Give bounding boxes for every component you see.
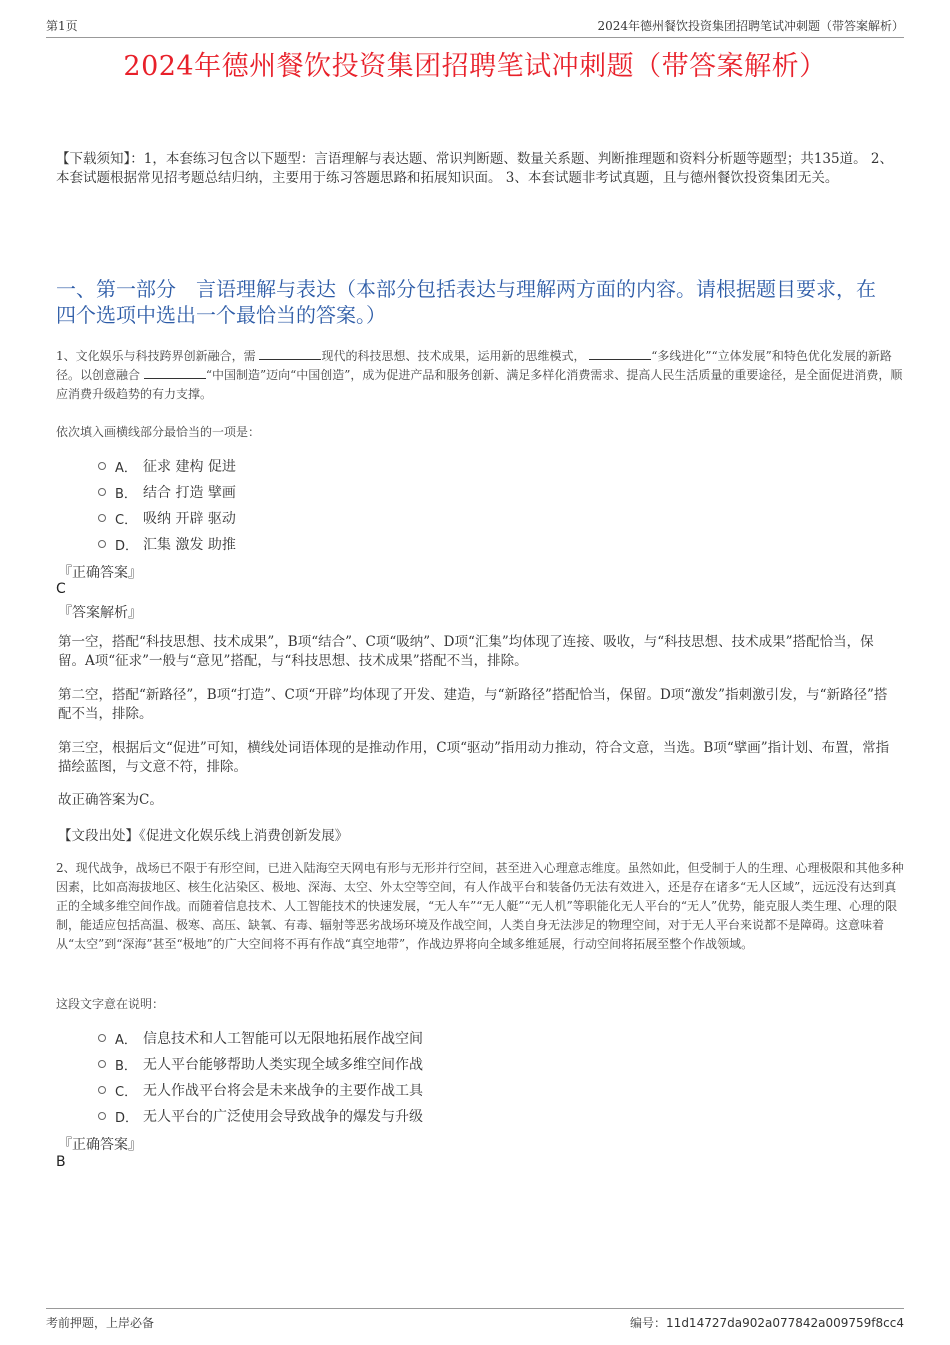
question-2-text: 2、现代战争，战场已不限于有形空间，已进入陆海空天网电有形与无形并行空间，甚至进入心理意志维度。虽然如此，但受制于人的生理、心理极限和其他多种因素，比如高海拔地区、核生化沾染区、极地、深海、太空、外太空等空间，有人作战平台和装备仍无法有效进入，还是存在诸多“无人区域”，远远没有达到真正的全域多维空间作战。而随着信息技术、人工智能技术的快速发展，“无人车”“无人艇”“无人机”等职能化无人平台的“无人”优势，能克服人类生理、心理的限制，能适应包括高温、极寒、高压、缺氧、有毒、辐射等恶劣战场环境及作战空间，人类自身无法涉足的物理空间，对于无人平台来说都不是障碍。这意味着从“太空”到“深海”甚至“极地”的广大空间将不再有作战“真空地带”，作战边界将向全域多维延展，行动空间将拓展至整个作战领域。 bbox=[56, 861, 904, 951]
radio-icon[interactable] bbox=[98, 1112, 106, 1120]
question-1-ask: 依次填入画横线部分最恰当的一项是： bbox=[56, 425, 261, 439]
text-source: 【文段出处】《促进文化娱乐线上消费创新发展》 bbox=[58, 828, 349, 844]
fill-blank bbox=[259, 348, 321, 360]
option-b[interactable]: B． 结合 打造 擘画 bbox=[98, 479, 236, 505]
correct-answer-label: 『正确答案』 bbox=[58, 1137, 142, 1153]
radio-icon[interactable] bbox=[98, 514, 106, 522]
page-footer bbox=[46, 1308, 904, 1331]
radio-icon[interactable] bbox=[98, 1034, 106, 1042]
option-c[interactable]: C． 无人作战平台将会是未来战争的主要作战工具 bbox=[98, 1077, 423, 1103]
analysis-conclusion: 故正确答案为C。 bbox=[58, 792, 163, 808]
download-notice: 【下载须知】：1，本套练习包含以下题型：言语理解与表达题、常识判断题、数量关系题、判断推理题和资料分析题等题型；共135道。 2、本套试题根据常见招考题总结归纳，主要用于练习答题思路和拓展知识面。 3、本套试题非考试真题，且与德州餐饮投资集团无关。 bbox=[56, 151, 893, 186]
option-d[interactable]: D． 无人平台的广泛使用会导致战争的爆发与升级 bbox=[98, 1103, 423, 1129]
document-code: 11d14727da902a077842a009759f8cc4 bbox=[666, 1316, 904, 1330]
radio-icon[interactable] bbox=[98, 540, 106, 548]
radio-icon[interactable] bbox=[98, 488, 106, 496]
footer-code-block: 编号：11d14727da902a077842a009759f8cc4 bbox=[630, 1316, 904, 1330]
option-a[interactable]: A． 征求 建构 促进 bbox=[98, 453, 236, 479]
document-title: 2024年德州餐饮投资集团招聘笔试冲刺题（带答案解析） bbox=[123, 51, 827, 82]
question-1-options bbox=[98, 453, 236, 557]
analysis-paragraph: 第二空，搭配“新路径”，B项“打造”、C项“开辟”均体现了开发、建造，与“新路径”搭配恰当，保留。D项“激发”指刺激引发，与“新路径”搭配不当，排除。 bbox=[58, 687, 888, 722]
radio-icon[interactable] bbox=[98, 1060, 106, 1068]
question-2-ask: 这段文字意在说明： bbox=[56, 997, 165, 1011]
correct-answer: B bbox=[56, 1154, 66, 1170]
page-header bbox=[46, 14, 904, 38]
fill-blank bbox=[589, 348, 651, 360]
analysis-paragraph: 第三空，根据后文“促进”可知，横线处词语体现的是推动作用，C项“驱动”指用动力推动，符合文意，当选。B项“擘画”指计划、布置，常指描绘蓝图，与文意不符，排除。 bbox=[58, 740, 890, 775]
option-b[interactable]: B． 无人平台能够帮助人类实现全域多维空间作战 bbox=[98, 1051, 423, 1077]
option-a[interactable]: A． 信息技术和人工智能可以无限地拓展作战空间 bbox=[98, 1025, 423, 1051]
header-doc-title: 2024年德州餐饮投资集团招聘笔试冲刺题（带答案解析） bbox=[597, 19, 904, 33]
option-c[interactable]: C． 吸纳 开辟 驱动 bbox=[98, 505, 236, 531]
analysis-label: 『答案解析』 bbox=[58, 605, 142, 621]
analysis-paragraph: 第一空，搭配“科技思想、技术成果”，B项“结合”、C项“吸纳”、D项“汇集”均体现了连接、吸收，与“科技思想、技术成果”搭配恰当，保留。A项“征求”一般与“意见”搭配，与“科技思想、技术成果”搭配不当，排除。 bbox=[58, 634, 874, 669]
radio-icon[interactable] bbox=[98, 1086, 106, 1094]
question-1-text: 1、文化娱乐与科技跨界创新融合，需 现代的科技思想、技术成果，运用新的思维模式， “多线进化”“立体发展”和特色优化发展的新路径。以创意融合 “中国制造”迈向“中国创造”，成为促进产品和服务创新、满足多样化消费需求、提高人民生活质量的重要途径，是全面促进消费，顺应消费升级趋势的有力支撑。 bbox=[56, 349, 903, 401]
question-2-options bbox=[98, 1025, 423, 1129]
correct-answer-label: 『正确答案』 bbox=[58, 565, 142, 581]
page-number: 第1页 bbox=[46, 19, 78, 33]
fill-blank bbox=[144, 367, 206, 379]
section-title: 一、第一部分 言语理解与表达（本部分包括表达与理解两方面的内容。请根据题目要求，在四个选项中选出一个最恰当的答案。） bbox=[56, 277, 876, 327]
footer-slogan: 考前押题，上岸必备 bbox=[46, 1316, 155, 1330]
option-d[interactable]: D． 汇集 激发 助推 bbox=[98, 531, 236, 557]
radio-icon[interactable] bbox=[98, 462, 106, 470]
correct-answer: C bbox=[56, 581, 66, 597]
